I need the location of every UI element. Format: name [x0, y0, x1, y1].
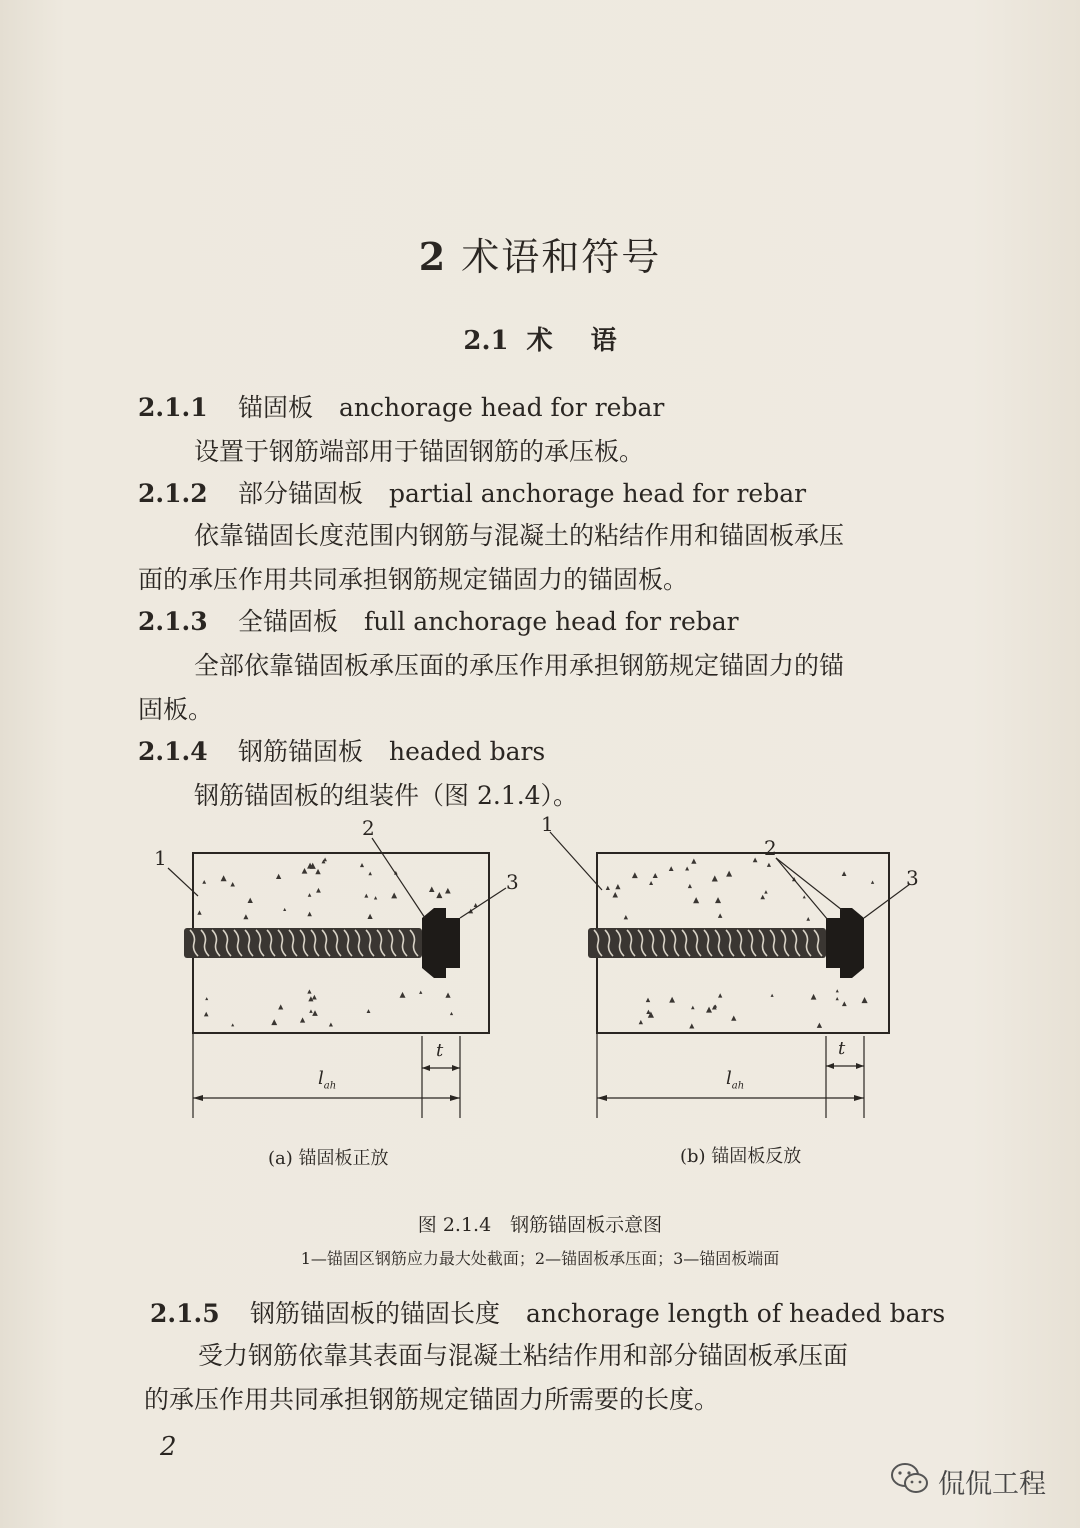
term-en: headed bars: [389, 737, 546, 766]
chapter-number: 2: [418, 234, 448, 279]
dim-l-a: $l_{ah}$: [318, 1068, 337, 1092]
leader-2-a: [372, 838, 425, 918]
label-1-a: 1: [154, 846, 167, 870]
term-desc-2-1-4: 钢筋锚固板的组装件（图 2.1.4）。: [194, 781, 579, 810]
section-number: 2.1: [463, 326, 509, 356]
label-3-b: 3: [906, 866, 919, 890]
figure-legend: 1—锚固区钢筋应力最大处截面；2—锚固板承压面；3—锚固板端面: [300, 1249, 780, 1268]
term-desc-2-1-5-line1: 受力钢筋依靠其表面与混凝土粘结作用和部分锚固板承压面: [198, 1341, 849, 1370]
term-cn: 部分锚固板: [238, 479, 364, 508]
term-desc-2-1-2-line1: 依靠锚固长度范围内钢筋与混凝土的粘结作用和锚固板承压: [194, 521, 845, 550]
term-number: 2.1.5: [150, 1299, 220, 1328]
chapter-title: 术语和符号: [461, 235, 662, 279]
figure-a: [168, 838, 506, 1118]
term-en: partial anchorage head for rebar: [389, 479, 807, 508]
label-2-b: 2: [764, 836, 777, 860]
leader-2-b-2: [776, 858, 842, 910]
term-cn: 钢筋锚固板的锚固长度: [250, 1299, 501, 1328]
figure-caption-a: (a) 锚固板正放: [268, 1148, 389, 1169]
wechat-icon: [890, 1462, 930, 1500]
term-desc-2-1-3-line1: 全部依靠锚固板承压面的承压作用承担钢筋规定锚固力的锚: [194, 651, 845, 680]
term-heading-2-1-5: [150, 1294, 945, 1330]
dim-t-b: t: [838, 1038, 846, 1059]
section-title-part1: 术: [526, 326, 553, 356]
dim-l-b: $l_{ah}$: [726, 1068, 745, 1092]
label-2-a: 2: [362, 816, 375, 840]
watermark-text: 侃侃工程: [938, 1469, 1046, 1500]
page-number: 2: [160, 1432, 177, 1462]
term-number: 2.1.2: [138, 479, 208, 508]
term-number: 2.1.3: [138, 607, 208, 636]
term-en: anchorage length of headed bars: [526, 1299, 946, 1328]
leader-3-b: [864, 884, 910, 918]
leader-3-a: [460, 888, 506, 918]
term-number: 2.1.4: [138, 737, 208, 766]
term-desc-2-1-1: 设置于钢筋端部用于锚固钢筋的承压板。: [194, 437, 645, 466]
rebar-b: [588, 928, 826, 958]
dim-t-a: t: [436, 1040, 444, 1061]
label-1-b: 1: [541, 812, 554, 836]
term-cn: 钢筋锚固板: [238, 737, 364, 766]
figure-caption-b: (b) 锚固板反放: [680, 1146, 802, 1167]
term-cn: 全锚固板: [238, 607, 339, 636]
label-3-a: 3: [506, 870, 519, 894]
term-en: full anchorage head for rebar: [364, 607, 739, 636]
anchor-plate-b: [826, 908, 864, 978]
term-cn: 锚固板: [238, 393, 314, 422]
term-desc-2-1-5-line2: 的承压作用共同承担钢筋规定锚固力所需要的长度。: [144, 1385, 720, 1414]
term-desc-2-1-2-line2: 面的承压作用共同承担钢筋规定锚固力的锚固板。: [138, 565, 689, 594]
leader-1-b: [550, 832, 602, 890]
term-desc-2-1-3-line2: 固板。: [138, 695, 214, 724]
anchor-plate-a: [422, 908, 460, 978]
term-number: 2.1.1: [138, 393, 208, 422]
rebar-a: [184, 928, 422, 958]
leader-2-b-1: [776, 858, 828, 920]
term-en: anchorage head for rebar: [339, 393, 665, 422]
section-title-part2: 语: [590, 326, 617, 356]
figure-title: 图 2.1.4 钢筋锚固板示意图: [417, 1214, 663, 1236]
